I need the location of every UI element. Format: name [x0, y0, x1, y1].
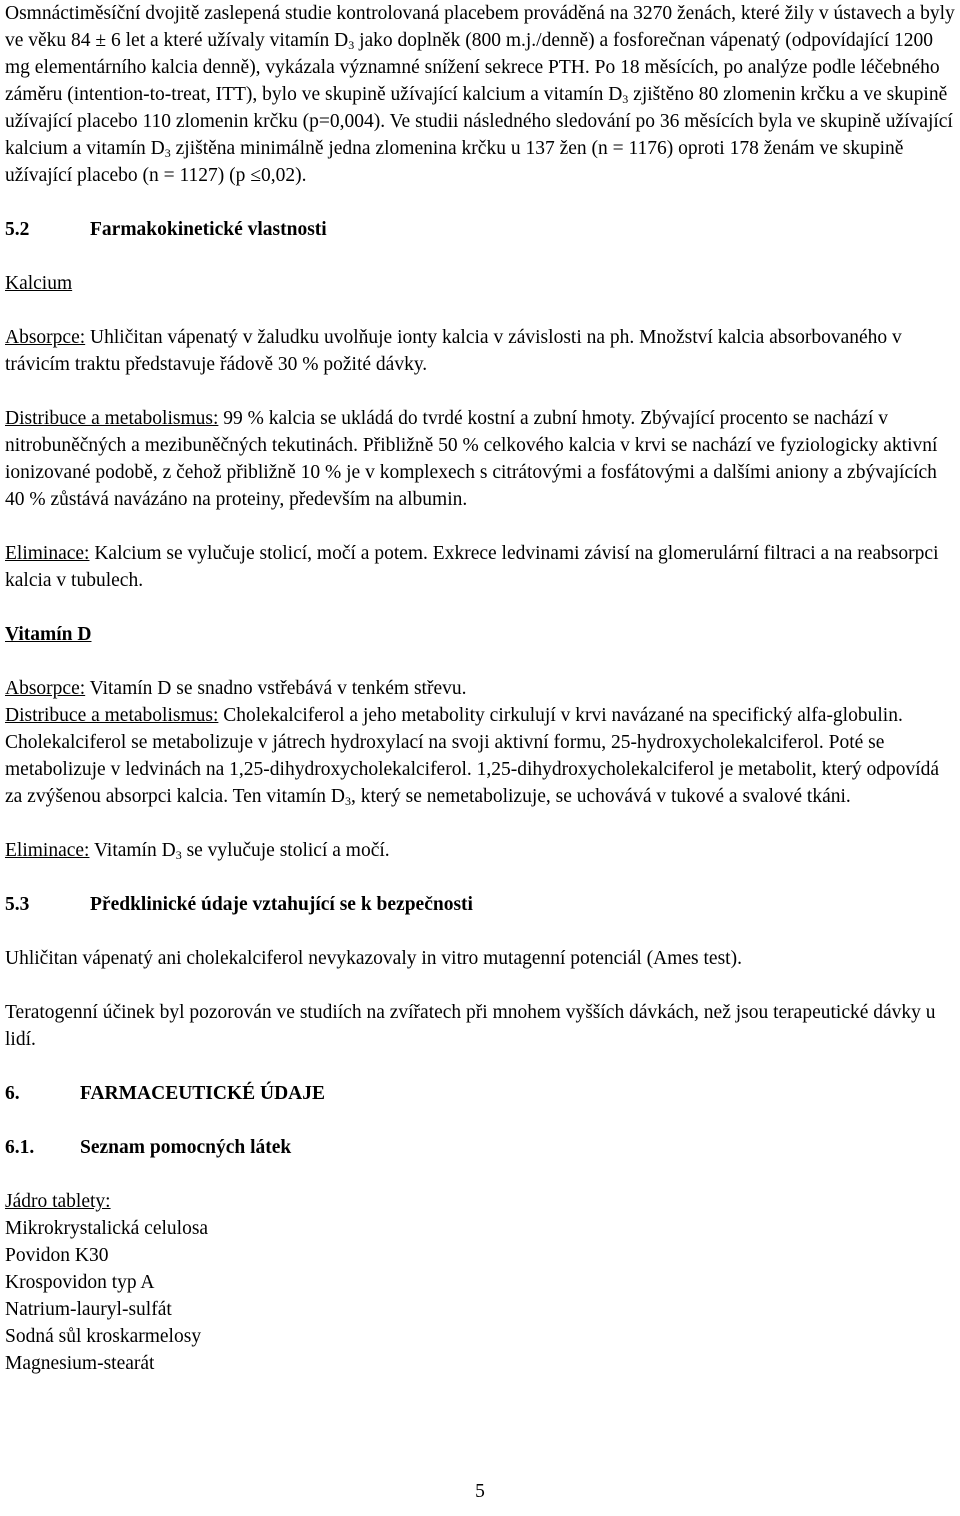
- section-number: 6.1.: [5, 1137, 35, 1158]
- excipient-list: [5, 1215, 957, 1377]
- absorpce-label: Absorpce:: [5, 678, 86, 699]
- absorpce-label: Absorpce:: [5, 327, 86, 348]
- eliminace-label: Eliminace:: [5, 543, 90, 564]
- absorpce-text: Uhličitan vápenatý v žaludku uvolňuje ionty kalcia v závislosti na ph. Množství kalcia absorbovaného v trávicím traktu představuje řádově 30 % požité dávky.: [5, 327, 902, 375]
- subscript: 3: [348, 38, 355, 52]
- subscript: 3: [622, 92, 629, 106]
- eliminace-text: se vylučuje stolicí a močí.: [181, 840, 390, 861]
- section-number: 5.3: [5, 894, 30, 915]
- kalcium-eliminace-paragraph: [5, 540, 957, 594]
- list-item: Krospovidon typ A: [5, 1272, 155, 1293]
- subscript: 3: [175, 848, 182, 862]
- section-title: Seznam pomocných látek: [80, 1137, 292, 1158]
- subheading-vitamin-d: Vitamín D: [5, 624, 92, 645]
- subheading-kalcium: Kalcium: [5, 273, 73, 294]
- page-number: 5: [475, 1481, 485, 1502]
- subscript: 3: [164, 146, 171, 160]
- tablet-core-label: Jádro tablety:: [5, 1191, 111, 1212]
- preclinical-paragraph-1: Uhličitan vápenatý ani cholekalciferol nevykazovaly in vitro mutagenní potenciál (Ames test).: [5, 948, 742, 969]
- section-heading-6-1: [5, 1134, 957, 1161]
- section-title: Farmakokinetické vlastnosti: [90, 219, 327, 240]
- eliminace-label: Eliminace:: [5, 840, 90, 861]
- study-paragraph: [5, 0, 957, 189]
- eliminace-text: Vitamín D: [89, 840, 176, 861]
- study-text: Po 18 měsících, po analýze podle léčebného záměru (intention-to-treat, ITT), bylo ve skupině užívající kalcium a vitamín D: [5, 57, 940, 105]
- subscript: 3: [344, 794, 351, 808]
- vitamin-d-eliminace-paragraph: [5, 837, 957, 864]
- distribuce-text: , který se nemetabolizuje, se uchovává v tukové a svalové tkáni.: [350, 786, 851, 807]
- section-number: 5.2: [5, 219, 30, 240]
- section-heading-5-3: [5, 891, 957, 918]
- section-number: 6.: [5, 1083, 20, 1104]
- absorpce-text: Vitamín D se snadno vstřebává v tenkém střevu.: [85, 678, 467, 699]
- kalcium-distribuce-paragraph: [5, 405, 957, 513]
- study-text: jako doplněk (800 m.j./denně) a fosforečnan vápenatý (odpovídající 1200 mg elementárního kalcia denně), vykázala významné snížení sekrece PTH.: [5, 30, 934, 78]
- section-title: FARMACEUTICKÉ ÚDAJE: [80, 1083, 326, 1104]
- distribuce-text: 99 % kalcia se ukládá do tvrdé kostní a zubní hmoty. Zbývající procento se nachází v nitrobuněčných a mezibuněčných tekutinách. Přibližně 50 % celkového kalcia v krvi se nachází ve fyziologicky aktivní ionizované podobě, z čehož přibližně 10 % je v komplexech s citrátovými a fosfátovými a dalšími aniony a zbývajících 40 % zůstává navázáno na proteiny, především na albumin.: [5, 408, 938, 510]
- study-text: zjištěno 80 zlomenin krčku a ve skupině užívající placebo 110 zlomenin krčku (p=0,004).: [5, 84, 948, 132]
- section-heading-6: [5, 1080, 957, 1107]
- preclinical-paragraph-2: Teratogenní účinek byl pozorován ve studiích na zvířatech při mnohem vyšších dávkách, než jsou terapeutické dávky u lidí.: [5, 1002, 936, 1050]
- eliminace-text: Kalcium se vylučuje stolicí, močí a potem. Exkrece ledvinami závisí na glomerulární filtraci a na reabsorpci kalcia v tubulech.: [5, 543, 939, 591]
- list-item: Natrium-lauryl-sulfát: [5, 1299, 172, 1320]
- study-text: Ve studii následného sledování po 36 měsících byla ve skupině užívající kalcium a vitamín D: [5, 111, 953, 159]
- section-heading-5-2: [5, 216, 957, 243]
- study-text: Osmnáctiměsíční dvojitě zaslepená studie kontrolovaná placebem prováděná na 3270 ženách, které žily v ústavech a byly ve věku 84 ± 6 let a které užívaly vitamín D: [5, 3, 955, 51]
- vitamin-d-absorpce-paragraph: [5, 675, 957, 702]
- distribuce-label: Distribuce a metabolismus:: [5, 705, 219, 726]
- list-item: Povidon K30: [5, 1245, 109, 1266]
- vitamin-d-distribuce-paragraph: [5, 702, 957, 810]
- list-item: Mikrokrystalická celulosa: [5, 1218, 209, 1239]
- distribuce-label: Distribuce a metabolismus:: [5, 408, 219, 429]
- list-item: Magnesium-stearát: [5, 1353, 155, 1374]
- distribuce-text: Cholekalciferol a jeho metabolity cirkulují v krvi navázané na specifický alfa-globulin. Cholekalciferol se metabolizuje v játrech hydroxylací na svoji aktivní formu, 25-hydroxycholekalciferol. Poté se metabolizuje v ledvinách na 1,25-dihydroxycholekalciferol. 1,25-dihydroxycholekalciferol je metabolit, který odpovídá za zvýšenou absorpci kalcia. Ten vitamín D: [5, 705, 940, 807]
- document-page: [5, 0, 957, 1377]
- study-text: zjištěna minimálně jedna zlomenina krčku u 137 žen (n = 1176) oproti 178 ženám ve skupině užívající placebo (n = 1127) (p ≤0,02).: [5, 138, 904, 186]
- kalcium-absorpce-paragraph: [5, 324, 957, 378]
- section-title: Předklinické údaje vztahující se k bezpečnosti: [90, 894, 473, 915]
- list-item: Sodná sůl kroskarmelosy: [5, 1326, 202, 1347]
